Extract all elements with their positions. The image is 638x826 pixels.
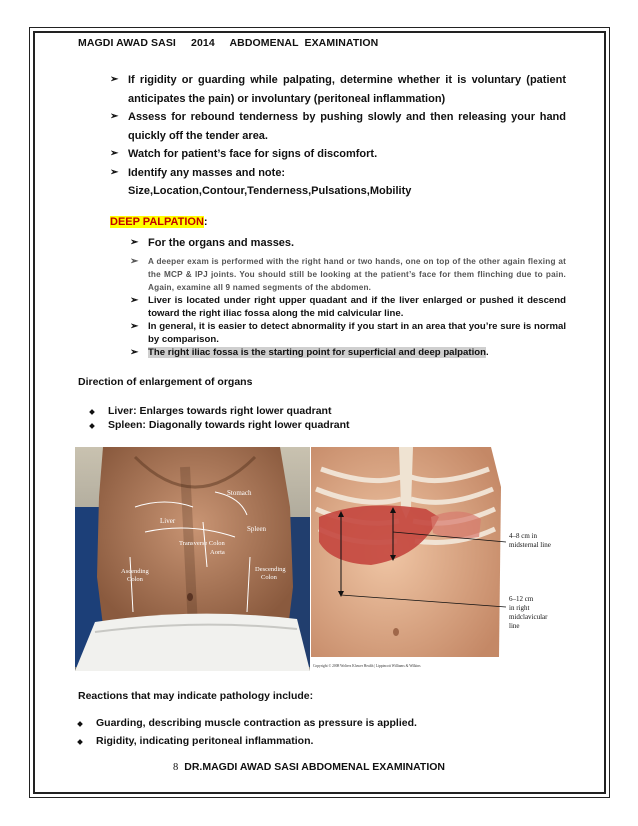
title-colon: : xyxy=(203,216,208,228)
label-liver-span-a2: midsternal line xyxy=(509,541,551,549)
list-item-text: Liver is located under right upper quadant and if the liver enlarged or pushed it descend toward the right iliac fossa along the mid calvicular line. xyxy=(148,295,566,319)
page-header: MAGDI AWAD SASI 2014 ABDOMENAL EXAMINATION xyxy=(78,37,379,49)
list-item xyxy=(130,234,566,252)
list-item-text: In general, it is easier to detect abnormality if you start in an area that you’re sure is normal by comparison. xyxy=(148,321,566,345)
list-item xyxy=(110,71,566,108)
list-item-text: Rigidity, indicating peritoneal inflammation. xyxy=(96,735,314,747)
list-item-text: Assess for rebound tenderness by pushing slowly and then releasing your hand quickly off the tender area. xyxy=(128,111,566,142)
figure-copyright: Copyright © 2008 Wolters Kluwer Health | Lippincott Williams & Wilkins xyxy=(313,664,421,668)
list-item xyxy=(78,717,417,729)
list-item-text: Identify any masses and note: xyxy=(128,167,286,179)
deep-palpation-title: DEEP PALPATION xyxy=(110,216,204,228)
section-title xyxy=(110,216,208,228)
highlighted-text: The right iliac fossa is the starting point for superficial and deep palpation xyxy=(148,347,486,358)
label-stomach: Stomach xyxy=(227,489,252,497)
list-item-text: Watch for patient’s face for signs of discomfort. xyxy=(128,148,378,160)
footer-text: DR.MAGDI AWAD SASI ABDOMENAL EXAMINATION xyxy=(184,761,446,773)
label-transverse-colon: Transverse Colon xyxy=(179,540,225,547)
arrow-bullet-icon: ➢ xyxy=(130,295,139,306)
list-item-text: Guarding, describing muscle contraction as pressure is applied. xyxy=(96,717,417,729)
list-item xyxy=(78,735,313,747)
arrow-bullet-icon: ➢ xyxy=(130,321,139,332)
label-spleen: Spleen xyxy=(247,525,267,533)
list-item-text: Spleen: Diagonally towards right lower quadrant xyxy=(108,419,350,431)
label-descending-1: Descending xyxy=(255,566,286,573)
label-liver-span-b3: midclavicular xyxy=(509,613,548,621)
arrow-bullet-icon: ➢ xyxy=(110,167,119,178)
trailing-period: . xyxy=(485,347,489,358)
label-liver: Liver xyxy=(160,517,176,525)
label-descending-2: Colon xyxy=(261,574,277,581)
list-item xyxy=(110,164,566,183)
arrow-bullet-icon: ➢ xyxy=(130,347,139,358)
page-footer xyxy=(173,761,445,773)
list-item-text: Liver: Enlarges towards right lower quadrant xyxy=(108,405,332,417)
pathology-heading: Reactions that may indicate pathology include: xyxy=(78,690,314,702)
arrow-bullet-icon: ➢ xyxy=(110,74,119,85)
label-liver-span-b1: 6–12 cm xyxy=(509,595,534,603)
list-item-text: For the organs and masses. xyxy=(148,237,295,249)
liver-span-illustration xyxy=(311,447,563,671)
page-number: 8 xyxy=(173,762,179,773)
label-ascending-2: Colon xyxy=(127,576,143,583)
label-liver-span-b4: line xyxy=(509,622,520,630)
arrow-bullet-icon: ➢ xyxy=(110,111,119,122)
list-item-continuation xyxy=(110,182,566,201)
arrow-bullet-icon: ➢ xyxy=(110,148,119,159)
label-liver-span-a1: 4–8 cm in xyxy=(509,532,537,540)
arrow-bullet-icon: ➢ xyxy=(130,237,139,248)
list-item-text: Size,Location,Contour,Tenderness,Pulsations,Mobility xyxy=(128,185,412,197)
label-ascending-1: Ascending xyxy=(121,568,149,575)
enlargement-heading: Direction of enlargement of organs xyxy=(78,376,253,388)
list-item-text: A deeper exam is performed with the right hand or two hands, one on top of the other again flexing at the MCP & IPJ joints. You should still be looking at the patient’s face for them flinching due to pain. Again, examine all 9 named segments of the abdomen. xyxy=(148,257,566,292)
list-item xyxy=(130,294,566,320)
list-item xyxy=(130,320,566,346)
list-item-text: If rigidity or guarding while palpating, determine whether it is voluntary (patient anticipates the pain) or involuntary (peritoneal inflammation) xyxy=(128,74,566,105)
list-item xyxy=(110,108,566,145)
list-item-text xyxy=(130,346,566,359)
list-item xyxy=(130,255,566,294)
list-item xyxy=(110,145,566,164)
list-item xyxy=(90,405,331,417)
abdomen-organs-photo xyxy=(75,447,310,671)
label-aorta: Aorta xyxy=(210,549,225,556)
list-item xyxy=(90,419,350,431)
arrow-bullet-icon: ➢ xyxy=(130,256,139,267)
label-liver-span-b2: in right xyxy=(509,604,530,612)
list-item xyxy=(130,346,566,359)
